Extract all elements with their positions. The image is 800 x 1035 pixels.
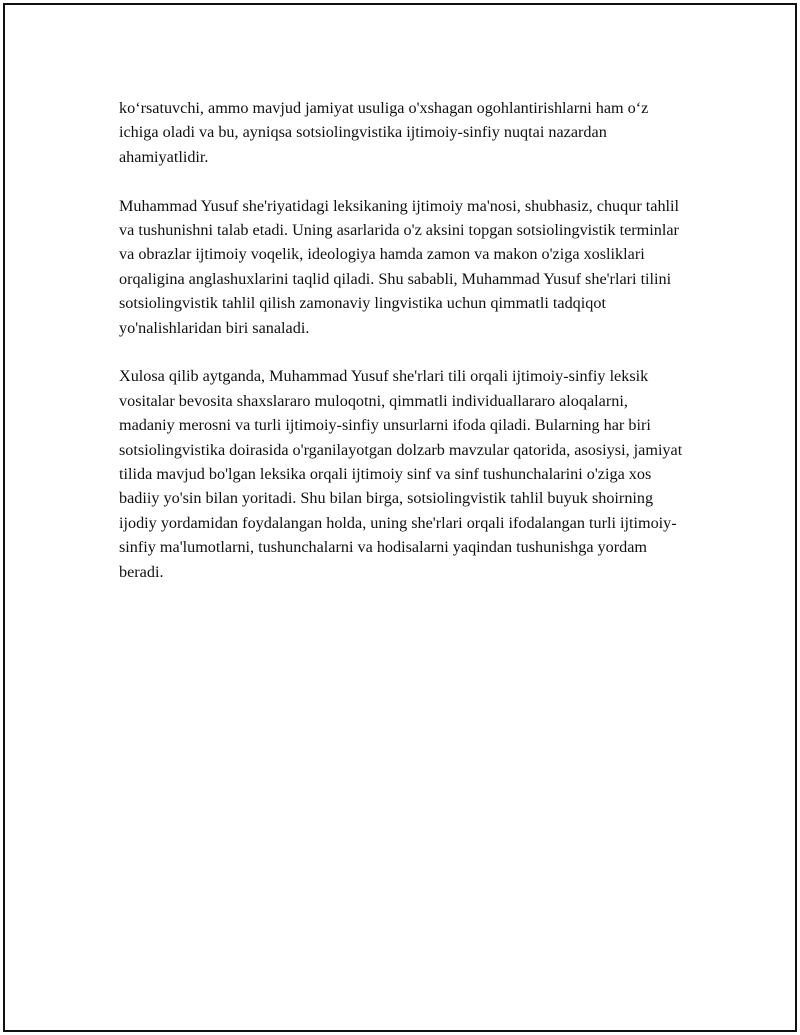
paragraph: Xulosa qilib aytganda, Muhammad Yusuf she'rlari tili orqali ijtimoiy-sinfiy leksik vositalar bevosita shaxslararo muloqotni, qimmatli individuallararo aloqalarni, madaniy merosni va turli ijtimoiy-sinfiy unsurlarni ifoda qiladi. Bularning har biri sotsiolingvistika doirasida o'rganilayotgan dolzarb mavzular qatorida, asosiysi, jamiyat tilida mavjud bo'lgan leksika orqali ijtimoiy sinf va sinf tushunchalarini o'ziga xos badiiy yo'sin bilan yoritadi. Shu bilan birga, sotsiolingvistik tahlil buyuk shoirning ijodiy yordamidan foydalangan holda, uning she'rlari orqali ifodalangan turli ijtimoiy-sinfiy ma'lumotlarni, tushunchalarni va hodisalarni yaqindan tushunishga yordam beradi. xyxy=(119,367,683,581)
paragraph: Muhammad Yusuf she'riyatidagi leksikaning ijtimoiy ma'nosi, shubhasiz, chuqur tahlil va tushunishni talab etadi. Uning asarlarida o'z aksini topgan sotsiolingvistik terminlar va obrazlar ijtimoiy voqelik, ideologiya hamda zamon va makon o'ziga xosliklari orqaligina anglashuxlarini taqlid qiladi. Shu sababli, Muhammad Yusuf she'rlari tilini sotsiolingvistik tahlil qilish zamonaviy lingvistika uchun qimmatli tadqiqot yo'nalishlaridan biri sanaladi. xyxy=(119,196,680,337)
document-page xyxy=(3,3,797,1032)
paragraph: ko‘rsatuvchi, ammo mavjud jamiyat usuliga o'xshagan ogohlantirishlarni ham o‘z ichiga oladi va bu, ayniqsa sotsiolingvistika ijtimoiy-sinfiy nuqtai nazardan ahamiyatlidir. xyxy=(119,99,649,166)
document-body xyxy=(119,96,687,608)
